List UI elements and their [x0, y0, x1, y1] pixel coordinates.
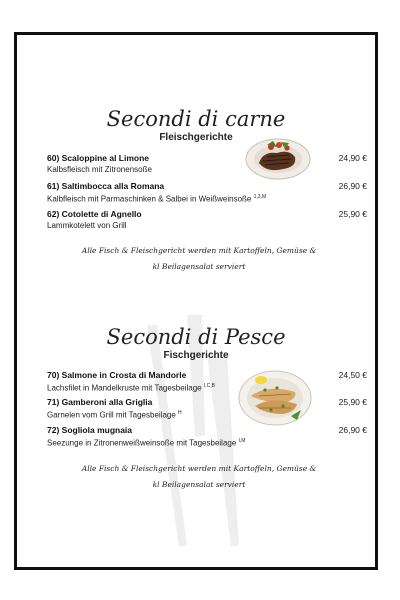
- item-description: Garnelen vom Grill mit Tagesbeilage $^H$: [47, 410, 182, 420]
- item-name: 61) Saltimbocca alla Romana: [47, 181, 165, 191]
- item-description: Kalbsfleisch mit Zitronensoße: [47, 165, 152, 174]
- side-dish-note-carne: [57, 243, 341, 275]
- item-name: 71) Gamberoni alla Griglia: [47, 397, 153, 407]
- note-line: Alle Fisch & Fleischgericht werden mit Kartoffeln, Gemüse &: [81, 464, 317, 473]
- allergen-codes: 1,3,M: [253, 194, 267, 200]
- item-description: Kalbfleisch mit Parmaschinken & Salbei in Weißweinsoße $^{1,3,M}$: [47, 194, 267, 204]
- note-line: kl Beilagensalat serviert: [152, 262, 246, 271]
- item-price: 25,90 €: [338, 397, 367, 407]
- note-line: Alle Fisch & Fleischgericht werden mit Kartoffeln, Gemüse &: [81, 246, 317, 255]
- item-price: 24,90 €: [338, 153, 367, 163]
- section-subtitle-carne: Fleischgerichte: [159, 132, 233, 143]
- allergen-codes: H: [178, 410, 182, 416]
- item-name: 72) Sogliola mugnaia: [47, 425, 133, 435]
- allergen-codes: I,C,B: [203, 383, 215, 389]
- item-name: 60) Scaloppine al Limone: [47, 153, 150, 163]
- item-price: 24,50 €: [338, 370, 367, 380]
- section-title-carne: Secondi di carne: [106, 107, 286, 131]
- menu-item-72: [47, 425, 367, 449]
- section-subtitle-pesce: Fischgerichte: [163, 350, 229, 361]
- item-price: 26,90 €: [338, 425, 367, 435]
- item-price: 25,90 €: [338, 209, 367, 219]
- item-description: Lammkotelett von Grill: [47, 221, 127, 230]
- item-name: 70) Salmone in Crosta di Mandorle: [47, 370, 187, 380]
- note-line: kl Beilagensalat serviert: [152, 480, 246, 489]
- menu-item-71: [47, 397, 367, 421]
- item-price: 26,90 €: [338, 181, 367, 191]
- item-description: Lachsfilet in Mandelkruste mit Tagesbeilage $^{I,C,B}$: [47, 383, 215, 393]
- section-title-pesce: Secondi di Pesce: [106, 325, 286, 349]
- item-name: 62) Cotolette di Agnello: [47, 209, 142, 219]
- side-dish-note-pesce: [57, 461, 341, 493]
- menu-page: [14, 32, 378, 570]
- item-description: Seezunge in Zitronenweißweinsoße mit Tagesbeilage $^{I,M}$: [47, 438, 246, 448]
- menu-item-62: [47, 209, 367, 231]
- menu-item-61: [47, 181, 367, 205]
- allergen-codes: I,M: [238, 438, 246, 444]
- menu-item-70: [47, 370, 367, 394]
- menu-item-60: [47, 153, 367, 175]
